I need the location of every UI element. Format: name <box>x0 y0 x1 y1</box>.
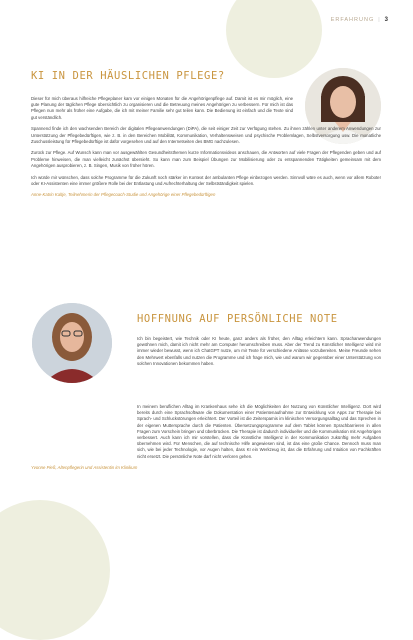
decorative-circle-bottom <box>0 500 110 640</box>
section2-paragraph-2: In meinem beruflichen Alltag im Krankenhaus sehe ich die Möglichkeiten der Nutzung von Künstlicher Intelligenz. Dort wird bereits durch eine Sprachsoftware die Dokumentation einer Patientenaufnahme zur Entwicklung von Apps zur Therapie bei Sprach- und Schluckstörungen erleichtert. Der Vorteil ist die Zeitersparnis im klinischen Versorgungsalltag und das Sprechen in der eigenen Muttersprache durch die Patienten. Übersetzungsprogramme auf dem Tablet können Sprachbarrieren in allen Fragen zum Vorschein bringen und überbrücken. Die Therapie ist dadurch individueller und die Kommunikation mit Angehörigen verbessert. Auch kann ich mir vorstellen, dass die Künstliche Intelligenz in der Kommunikation zukünftig mehr Aufgaben übernehmen wird. Für Menschen, die auf technische Hilfe angewiesen sind, ist das eine große Chance. Dennoch muss man sich, wie bei jeder Technologie, vor Augen halten, dass KI ein Werkzeug ist, das die Erfahrung und Intuition von Fachkräften nicht ersetzt. Die persönliche Note darf nicht verloren gehen. <box>137 404 381 459</box>
section2-body-bottom <box>31 404 381 477</box>
section1-signature: Anne-Katrin Kaltje, Teilnehmerin der Pflegecoach-Studie und Angehörige einer Pflegebedürftigen <box>31 192 216 198</box>
page-header <box>331 17 389 23</box>
section1-title: KI IN DER HÄUSLICHEN PFLEGE? <box>31 70 225 82</box>
portrait-woman-2 <box>32 303 112 383</box>
portrait-2-image <box>32 303 112 383</box>
header-divider: | <box>378 17 381 23</box>
decorative-circle-top <box>226 0 322 78</box>
section2-paragraph-1: Ich bin begeistert, wie Technik oder KI heute, ganz anders als früher, den Alltag erleichtern kann. Sprachanwendungen gewöhnen mich, damit ich nicht mehr am Computer herumschreiben muss. Aber der Trend zu Künstlicher Intelligenz wird mir immer wieder bewusst, wenn ich ChatGPT nutze, um mir Texte für verschiedene Anlässe vorzubereiten. Meine Freunde sehen den Mehrwert ebenfalls und nutzen die Programme und ich frage mich, wie und warum wir gegenüber einer Unterstützung von solchen Innovationen bekommen haben. <box>137 336 381 366</box>
section2-signature: Yvonne Pieß, Altenpflegerin und Assistentin im Klinikum <box>31 465 138 471</box>
section-label: ERFAHRUNG <box>330 17 375 23</box>
section1-paragraph-3: Zurück zur Pflege. Auf Wunsch kann man vor ausgewählten Gesundheitsthemen kurze Informationsvideos anschauen, die Antworten auf viele Fragen der Pflegenden geben und auf Probleme hinweisen, die man vielleicht zunächst übersieht. So kann man zum Beispiel Übungen zur Mobilisierung oder zu entspannenden Tätigkeiten gemeinsam mit dem Angehörigen ausprobieren, z. B. Singen, Musik von früher hören. <box>31 150 381 168</box>
section2-body-top <box>137 336 381 373</box>
page-number: 3 <box>384 17 389 23</box>
section1-paragraph-2: Spannend finde ich den wachsenden Bereich der digitalen Pflegeanwendungen (DiPA), die seit einiger Zeit zur Verfügung stehen. Zu ihnen zählen unter anderem Anwendungen zur Unterstützung der Pflegebedürftigen, wie z. B. in den Bereichen Mobilität, Kommunikation, Verhaltensweisen und psychische Problemlagen, Selbstversorgung usw. Die monatliche Zuschussleistung für Pflegebedürftige ist dafür vorgesehen und auf den Internetseiten des BMG nachzulesen. <box>31 126 381 144</box>
section1-paragraph-1: Dieser für mich überaus hilfreiche Pflegeplaner kam vor einigen Monaten für die Angehörigenpflege auf. Damit ist es mir möglich, eine gute Planung der täglichen Pflege übersichtlich zu organisieren und die Betreuung meines Angehörigen zu verbessern. Für mich ist das Pflegen nun mehr als früher eine Aufgabe, die ich mit meiner Familie sehr gut teilen kann. Die Bedienung ist einfach und die Texte sind gut verständlich. <box>31 96 293 120</box>
section1-body <box>31 96 381 204</box>
section1-paragraph-4: Ich würde mir wünschen, dass solche Programme für die Zukunft noch stärker im Kontext der ambulanten Pflege einbezogen werden. Sinnvoll wäre es auch, wenn vor allem Roboter oder KI-Assistenten eine immer größere Rolle bei der Entlastung und Aufrechterhaltung der Selbstständigkeit spielen. <box>31 174 381 186</box>
section2-title: HOFFNUNG AUF PERSÖNLICHE NOTE <box>137 313 338 325</box>
